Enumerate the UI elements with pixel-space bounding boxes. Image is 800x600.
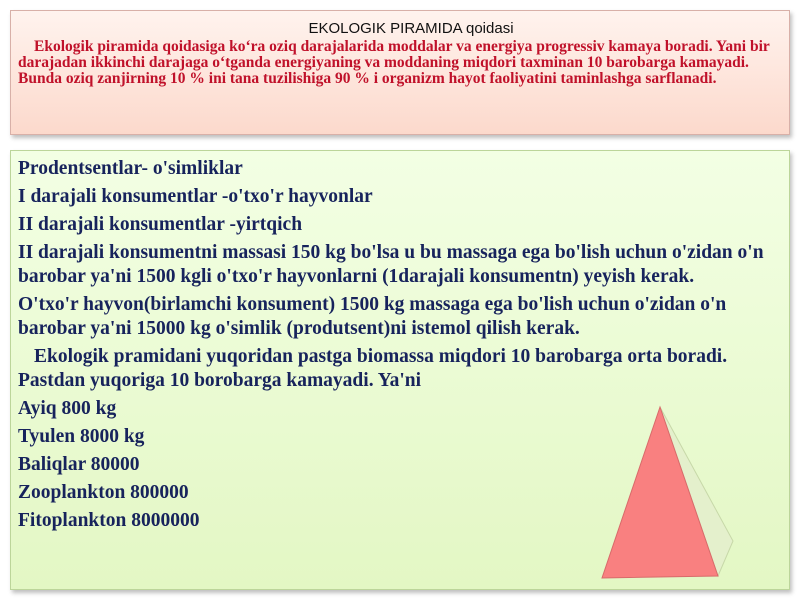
rule-header-box bbox=[10, 10, 790, 135]
primary-consumers-line: I darajali konsumentlar -o'txo'r hayvonlar bbox=[18, 186, 373, 207]
content-text bbox=[18, 157, 783, 537]
pyramid-rule-line: Ekologik pramidani yuqoridan pastga biomassa miqdori 10 barobarga orta boradi. Pastdan yuqoriga 10 borobarga kamayadi. Ya'ni bbox=[18, 346, 728, 391]
secondary-consumers-line: II darajali konsumentlar -yirtqich bbox=[18, 214, 303, 235]
fish-line: Baliqlar 80000 bbox=[18, 454, 140, 475]
seal-line: Tyulen 8000 kg bbox=[18, 426, 145, 447]
herbivore-mass-line: O'txo'r hayvon(birlamchi konsument) 1500 kg massaga ega bo'lish uchun o'zidan o'n barobar ya'ni 15000 kg o'simlik (produtsent)ni istemol qilish kerak. bbox=[18, 294, 727, 339]
zooplankton-line: Zooplankton 800000 bbox=[18, 482, 189, 503]
producers-line: Prodentsentlar- o'simliklar bbox=[18, 158, 243, 179]
phytoplankton-line: Fitoplankton 8000000 bbox=[18, 510, 200, 531]
bear-line: Ayiq 800 kg bbox=[18, 398, 117, 419]
rule-title: EKOLOGIK PIRAMIDA qoidasi bbox=[308, 20, 514, 37]
content-box bbox=[10, 150, 790, 590]
secondary-consumer-mass-line: II darajali konsumentni massasi 150 kg bo'lsa u bu massaga ega bo'lish uchun o'zidan o'n barobar ya'ni 1500 kgli o'txo'r hayvonlarni (1darajali konsumentn) yeyish kerak. bbox=[18, 242, 764, 287]
rule-description: Ekologik piramida qoidasiga ko‘ra oziq darajalarida moddalar va energiya progressiv kamaya boradi. Yani bir darajadan ikkinchi darajaga o‘tganda energiyaning va moddaning miqdori taxminan 10 barobarga kamayadi. Bunda oziq zanjirning 10 % ini tana tuzilishiga 90 % i organizm hayot faoliyatini taminlashga sarflanadi. bbox=[18, 38, 770, 87]
